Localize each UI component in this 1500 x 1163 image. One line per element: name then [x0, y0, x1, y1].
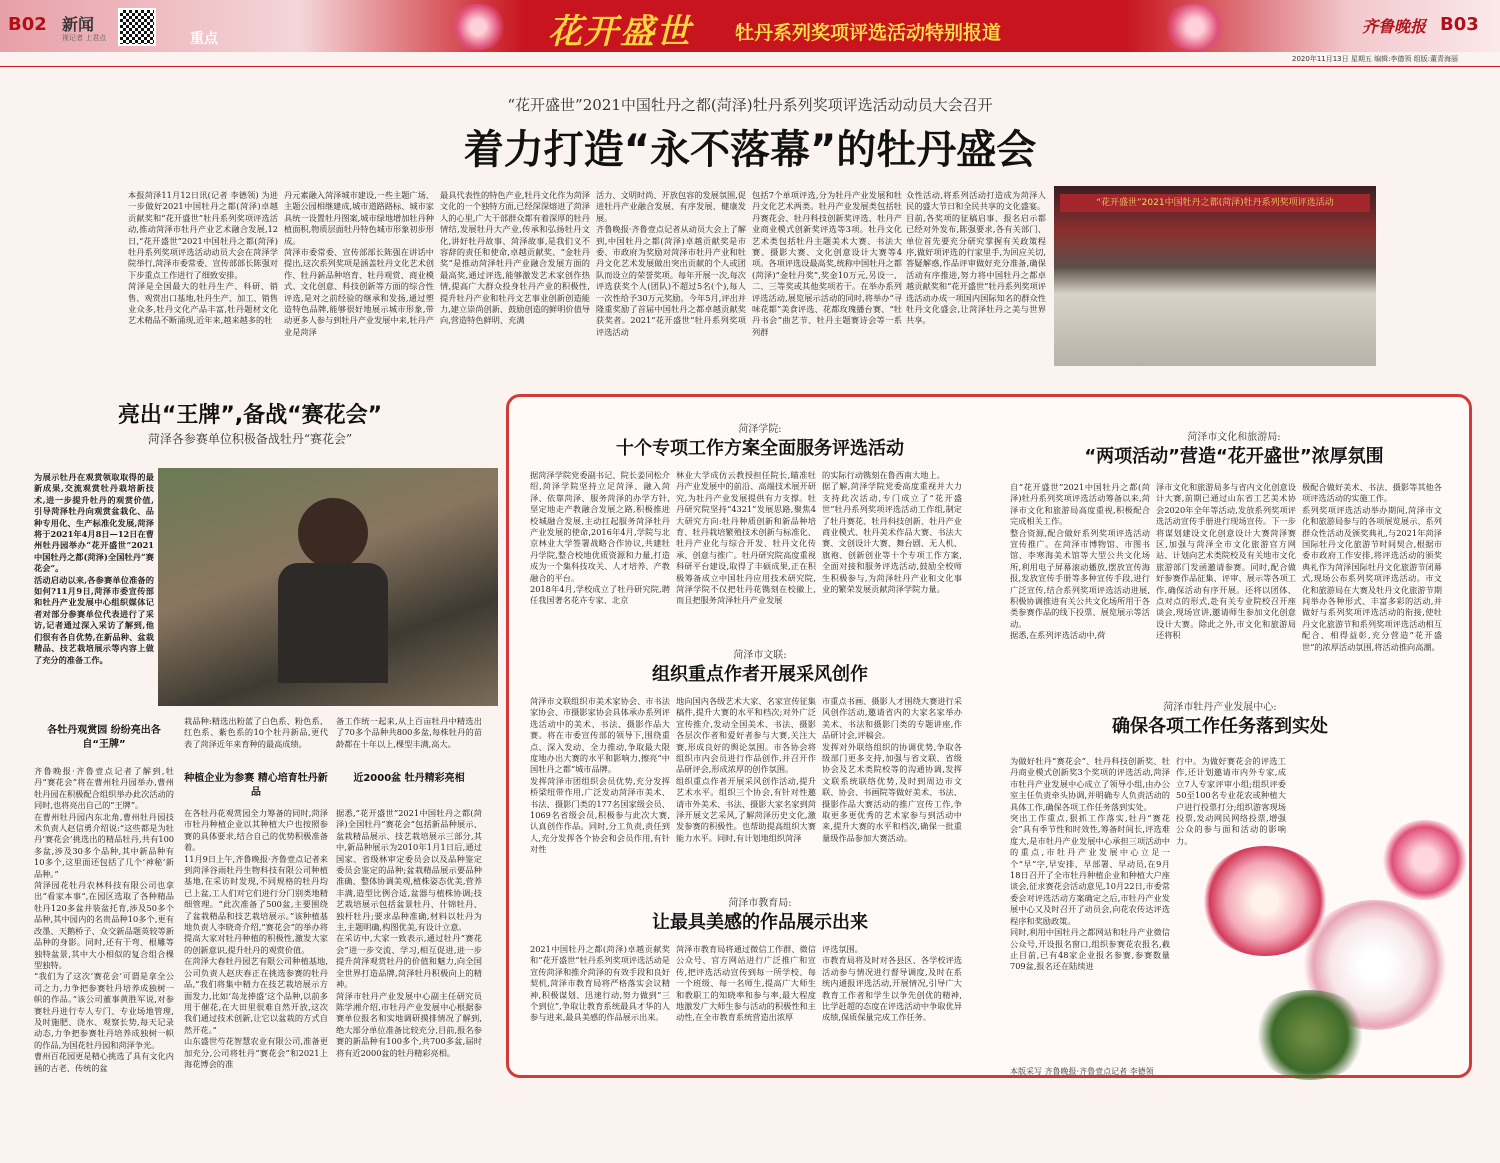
left-column-name: 重点: [190, 31, 218, 47]
s2-col-2: 泽市文化和旅游局多与省内文化创意设计大赛,前期已通过山东省工艺美术协会2020年全年等活动,发放系列奖项评选活动宣传手册进行现场宣传。下一步将谋划建设文化创意设计大赛菏泽赛区,加强与菏泽全市文化旅游官方网站、计划向艺术类院校及有关地市文化旅游部门发函邀请参赛。同时,配合做好参赛作品征集、评审、展示等各项工作,确保活动有序开展。还将以团体、点对点的形式,赴有关专业院校召开座谈会,现场宣讲,邀请师生参加文化创意设计大赛。除此之外,市文化和旅游局还将积: [1156, 482, 1296, 641]
left-page-number: B02: [8, 14, 47, 35]
s2-kicker: 菏泽市文化和旅游局:: [1187, 432, 1281, 443]
s1-title: 十个专项工作方案全面服务评选活动: [616, 438, 904, 459]
s4-col-2: 行中。为做好赛花会的评选工作,还计划邀请市内外专家,成立7人专家评审小组;组织评委50至100名专业花农或种植大户进行投票打分;组织游客现场投票,发动网民网络投票,增强公众的参与面和活动的影响力。: [1176, 756, 1286, 846]
lead-col-5: 包括7个单项评选,分为牡丹产业发展和牡丹文化艺术两类。牡丹产业发展类包括牡丹赛花会、牡丹科技创新奖评选、牡丹产业商业模式创新奖评选等3项。牡丹文化艺术类包括牡丹主题美术大赛、书法大赛、摄影大赛、文化创意设计大赛等4项。各项评选设最高奖,统称中国牡丹之都(菏泽)“金牡丹奖”,奖金10万元,另设一、二、三等奖或其他奖项若干。在举办系列评选活动,展览展示活动的同时,将举办“寻味花都”美食评选、花都玫瑰播台赛、“牡丹书会”曲艺节、牡丹主题赛诗会等一系列群: [752, 190, 902, 337]
lead-col-1: 本报菏泽11月12日讯(记者 李德领) 为进一步做好2021中国牡丹之都(菏泽)卓越贡献奖和“花开盛世”牡丹系列奖项评选活动,推动菏泽市牡丹产业艺术融合发展,12日,“花开盛世”2021中国牡丹之都(菏泽)牡丹系列奖项评选活动动员大会在菏泽学院举行,菏泽市委常委、宣传部部长陈强对下步重点工作进行了细致安排。 菏泽是全国最大的牡丹生产、科研、销售、观赏出口基地,牡丹生产、加工、销售业众多,牡丹文化产品丰富,牡丹题材文化艺术精品不断涌现,近年来,越来越多的牡: [128, 190, 278, 326]
right-page-meta: 2020年11月13日 星期五 编辑:李德领 组版:董青海丽: [1292, 55, 1459, 63]
s5-col-3: 评选氛围。 市教育局将及时对各县区、各学校评选活动参与情况进行督导调度,及时在系统内通报评选活动,开展情况,引导广大教育工作者和学生以争先创优的精神,比学赶超的态度在评选活动中争取优异成绩,保质保量完成工作任务。: [822, 944, 962, 1023]
s5-col-1: 2021中国牡丹之都(菏泽)卓越贡献奖和“花开盛世”牡丹系列奖项评选活动是宣传菏泽和推介菏泽的有效手段和良好契机,菏泽市教育局将严格落实会议精神,积极谋划、迅速行动,努力做到“三个到位”,争取让教育系统最具才华的人参与进来,最具美感的作品展示出来。: [530, 944, 670, 1023]
left-col-1: 齐鲁晚报·齐鲁壹点记者了解到,牡丹“赛花会”将在曹州牡丹园举办,曹州牡丹园在积极配合组织举办此次活动的同时,也将亮出自己的“王牌”。 在曹州牡丹园内东北角,曹州牡丹园技术负责人赵信勇介绍说:“这些都是为牡丹‘赛花会’挑选出的精品牡丹,共有100多盆,涉及30多个品种,其中新品种有10多个,这里面还包括了几个‘神秘’新品种。” 菏泽园花牡丹农林科技有限公司也拿出“看家本事”,在园区选取了各种精品牡丹120多盆并装盆托育,涉及50多个品种,其中园内的名贵品种10多个,更有改墨、天鹅桥子、众交新品题英较等新品种的身影。同时,还有干弯、根雕等独特盆景,其中大小相似的复合组合棵型独特。 “我们为了这次‘赛花会’可谓是拿全公司之力,力争把参赛牡丹培养成独树一帜的作品。”该公司董事黄胜军说,对参赛牡丹进行专人专门、专业场地管理,及时施肥、浇水、观察长势,每天记录动态,力争把参赛牡丹培养成独树一帜的作品,为国花牡丹园和菏泽争光。 曹州百花园更是精心挑选了具有文化内涵的古老、传统的盆: [34, 766, 174, 1073]
conference-banner-text: “花开盛世”2021中国牡丹之都(菏泽)牡丹系列奖项评选活动: [1060, 194, 1370, 212]
left-col-2: 在各牡丹花观赏园全力筹备的同时,菏泽市牡丹种植企业以其种植大户也按照参赛的具体要求,结合自己的优势积极准备着。 11月9日上午,齐鲁晚报·齐鲁壹点记者来到菏泽谷雨牡丹生物科技有限公司种植基地,在采访时发现,不同规格的牡丹均已上盆,工人们对它们进行分门别类地精细管理。“此次准备了500盆,主要围绕了盆栽精品和技艺栽培展示。”该种植基地负责人李晓奇介绍,“赛花会”的举办将提高大家对牡丹种植的积极性,激发大家的创新意识,提升牡丹的观赏价值。 在菏泽大春牡丹园艺有限公司种植基地,公司负责人赵庆春正在挑选参赛的牡丹品,“我们将集中精力在技艺栽培展示方面发力,比如‘岛龙捧盛’这个品种,以前多用于催花,在大田里很难自然开放,这次我们通过技术创新,让它以盆栽的方式自然开花。” 山东盛世芍花智慧农业有限公司,准备更加充分,公司将牡丹“赛花会”和2021上海花博会的准: [184, 808, 328, 1069]
qr-code-icon: [118, 8, 156, 46]
s3-title: 组织重点作者开展采风创作: [652, 664, 868, 685]
left-col-3: 据悉,“花开盛世”2021中国牡丹之都(菏泽)全国牡丹“赛花会”包括新品种展示、盆栽精品展示、技艺栽培展示三部分,其中,新品种展示为2010年1月1日后,通过国家、省级林审定委员会以及品种鉴定委员会鉴定的品种;盆栽精品展示要品种准确、整体协调美观,植株姿态优美,营养丰满,造型比例合适,盆器与植株协调;技艺栽培展示包括盆景牡丹、什锦牡丹、独杆牡丹;要求品种准确,材料以牡丹为主,主题明确,构图优美,有设计立意。 在采访中,大家一致表示,通过牡丹“赛花会”进一步交流、学习,相互促进,进一步提升菏泽观赏牡丹的价值和魅力,向全国全世界打造品牌,菏泽牡丹积极向上的精神。 菏泽市牡丹产业发展中心副主任研究员陈学湘介绍,市牡丹产业发展中心根据参赛单位报名和实地调研摸排情况了解到,绝大部分单位准备比较充分,目前,报名参赛的新品种有100多个,共700多盆,届时将有近2000盆的牡丹精彩亮相。: [336, 808, 482, 1058]
s5-title: 让最具美感的作品展示出来: [652, 912, 868, 933]
left-section-name: 新闻: [62, 15, 95, 34]
left-section-sub: 视记者 上君点: [62, 34, 107, 42]
s1-col-1: 据菏泽学院党委副书记、院长姜同松介绍,菏泽学院坚持立足菏泽、融入菏泽、依靠菏泽、服务菏泽的办学方针,坚定地走产教融合发展之路,积极推进校城融合发展,主动扛起服务菏泽牡丹产业发展的使命,2016年4月,学院与北京林业大学签署战略合作协议,共建牡丹学院,整合校地优质资源和力量,打造成为一个集科技攻关、人才培养、产教融合的平台。 2018年4月,学校成立了牡丹研究院,聘任我国著名花卉专家、北京: [530, 470, 670, 606]
s2-col-3: 极配合做好美术、书法、摄影等其他各项评选活动的实施工作。 系列奖项评选活动举办期间,菏泽市文化和旅游局参与的各项展览展示、系列群众性活动及颁奖典礼,与2021年菏泽国际牡丹文化旅游节时间契合,根据市委市政府工作安排,将评选活动的颁奖典礼作为菏泽国际牡丹文化旅游节闭幕式,现场公布系列奖项评选活动。市文化和旅游局在大赛及牡丹文化旅游节期间举办各种形式、丰富多彩的活动,并做好与系列奖项评选活动的衔接,使牡丹文化旅游节和系列奖项评选活动相互配合、相得益彰,充分营造“花开盛世”的浓厚活动氛围,将活动推向高潮。: [1302, 482, 1442, 652]
left-col-2-top: 栽品种:精选出粉蓝了白色系、粉色系、红色系、紫色系的10个牡丹新品,更代表了菏泽近年来育种的最高成绩。: [184, 716, 328, 749]
lead-col-6: 众性活动,将系列活动打造成为菏泽人民的盛大节日和全民共享的文化盛宴。 目前,各奖项的征稿启事、报名启示都已经对外发布,陈强要求,各有关部门、单位首先要充分研究掌握有关政策程序,做好项评选的行家里手,为回应关切,答疑解惑,作品评审做好充分准备,确保活动有序推进,努力将中国牡丹之都卓越贡献奖和“花开盛世”牡丹系列奖项评选活动办成一项国内国际知名的群众性牡丹文化盛会,让菏泽牡丹之美与世界共享。: [906, 190, 1046, 326]
header-divider: [0, 66, 1500, 67]
lead-col-3: 最具代表性的特色产业,牡丹文化作为菏泽文化的一个独特方面,已经深深熔进了菏泽人的心里,广大干部群众都有着深厚的牡丹情结,发展牡丹大产业,传承和弘扬牡丹文化,讲好牡丹故事、菏泽故事,是我们义不容辞的责任和使命,卓越贡献奖、“金牡丹奖”是推动菏泽牡丹产业融合发展方面的最高奖,通过评选,能够激发艺术家创作热情,提高广大群众投身牡丹产业的积极性,提升牡丹产业和牡丹文艺事业创新创造能力,建立崇尚创新、鼓励创造的鲜明价值导向,营造特色鲜明、充满: [440, 190, 590, 326]
right-page-number: B03: [1440, 14, 1479, 35]
s4-kicker: 菏泽市牡丹产业发展中心:: [1163, 702, 1277, 713]
lead-col-2: 丹元素融入菏泽城市建设,一些主题广场、主题公园相继建成,城市道路路标、城市家具统一设置牡丹图案,城市绿地增加牡丹种植面积,物质层面牡丹特色城市形象初步形成。 菏泽市委常委、宣传部部长陈强在讲话中提出,这次系列奖项是涵盖牡丹文化艺术创作、牡丹新品种培育、牡丹观赏、商业模式、文化创意、科技创新等方面的综合性评选,是对之前经验的继承和发扬,通过塑造特色品牌,能够很好地展示城市形象,带动更多人参与到牡丹产业发展中来,牡丹产业是菏泽: [284, 190, 434, 337]
peony-decoration-icon-3: [1380, 820, 1470, 900]
s4-title: 确保各项工作任务落到实处: [1112, 716, 1328, 737]
left-col-3-top: 备工作统一起来,从上百亩牡丹中精选出了70多个品种共800多盆,每株牡丹的苗龄都在十年以上,棵型丰满,高大。: [336, 716, 482, 749]
lead-kicker: “花开盛世”2021中国牡丹之都(菏泽)牡丹系列奖项评选活动动员大会召开: [507, 96, 993, 114]
s3-kicker: 菏泽市文联:: [733, 650, 787, 661]
s1-col-2: 林业大学成仿云教授担任院长,瞄准牡丹产业发展中的前沿、高端技术展开研究,为牡丹产业发展提供有力支撑。牡丹研究院坚持“4321”发展思路,聚焦4大研究方向:牡丹种质创新和新品种培育、牡丹栽培繁殖技术创新与标准化、牡丹产业化与综合开发、牡丹文化传承、创意与推广。牡丹研究院高度重视科研平台建设,取得了丰硕成果,正在积极筹备成立中国牡丹应用技术研究院,菏泽学院不仅把牡丹花镌刻在校徽上,而且把服务菏泽牡丹产业发展: [676, 470, 816, 606]
left-subhead-3: 近2000盆 牡丹精彩亮相: [353, 773, 465, 784]
byline-credit: 本版采写 齐鲁晚报·齐鲁壹点记者 李德领: [1010, 1067, 1154, 1076]
left-story-title: 亮出“王牌”,备战“赛花会”: [117, 403, 383, 428]
left-subhead-2: 种植企业为参赛 精心培育牡丹新品: [184, 773, 328, 798]
left-story-subtitle: 菏泽各参赛单位积极备战牡丹“赛花会”: [147, 432, 353, 446]
newspaper-logo: 齐鲁晚报: [1362, 17, 1427, 36]
peony-flower-icon: [448, 4, 508, 50]
peony-flower-icon-right: [1160, 4, 1230, 50]
s3-col-3: 市重点书画、摄影人才围绕大赛进行采风创作活动,邀请省内的大家名家举办美术、书法和摄影门类的专题讲座,作品研讨会,评稿会。 发挥对外联络组织的协调优势,争取各级部门更多支持,加强与省文联、省级协会及艺术类院校等的沟通协调,发挥文联系统联络优势,及时到周边市文联、协会、书画院等做好美术、书法、摄影作品大赛活动的推广宣传工作,争取更多更优秀的艺术家参与到活动中来,提升大赛的水平和档次,确保一批重量级作品参加大赛活动。: [822, 696, 962, 843]
s5-kicker: 菏泽市教育局:: [728, 898, 792, 909]
peony-grower-photo: [158, 468, 498, 706]
s2-col-1: 自“花开盛世”2021中国牡丹之都(菏泽)牡丹系列奖项评选活动筹备以来,菏泽市文化和旅游局高度重视,积极配合完成相关工作。 整合资源,配合做好系列奖项评选活动宣传推广。在菏泽市博物馆、市图书馆、李寒海美术馆等大型公共文化场所,利用电子屏幕滚动播放,摆放宣传海报,发放宣传手册等多种宣传手段,进行广泛宣传,结合系列奖项评选活动进展,积极协调推进有关公共文化场所用于各类参赛作品的线下投票、展览展示等活动。 据悉,在系列评选活动中,荷: [1010, 482, 1150, 641]
s1-kicker: 菏泽学院:: [738, 424, 782, 435]
conference-photo: [1054, 186, 1376, 366]
s4-col-1: 为做好牡丹“赛花会”、牡丹科技创新奖、牡丹商业模式创新奖3个奖项的评选活动,菏泽市牡丹产业发展中心成立了领导小组,由办公室主任负责牵头协调,并明确专人负责活动的具体工作,确保各项工作任务落到实处。 突出工作重点,狠抓工作落实,牡丹“赛花会”具有季节性和时效性,筹备时间长,评选难度大,是市牡丹产业发展中心承担三项活动中的重点,市牡丹产业发展中心立足一个“早”字,早安排、早部署、早动员,在9月18日召开了全市牡丹种植企业和种植大户座谈会,征求赛花会活动意见,10月22日,市委常委会对评选活动方案确定之后,市牡丹产业发展中心又及时召开了动员会,向花农传达评选程序和奖励政策。 同时,利用中国牡丹之都网站和牡丹产业微信公众号,开设报名窗口,组织参赛花农报名,截止目前,已有48家企业报名参赛,参赛数量709盆,报名还在陆续进: [1010, 756, 1170, 972]
lead-col-4: 活力、文明时尚、开放包容的发展氛围,促进牡丹产业融合发展、有序发展、健康发展。 齐鲁晚报·齐鲁壹点记者从动员大会上了解到,中国牡丹之都(菏泽)卓越贡献奖是市委、市政府为奖励对菏泽市牡丹产业和牡丹文化艺术发展做出突出贡献的个人或团队而设立的荣誉奖项。每年开展一次,每次评选获奖个人(团队)不超过5名(个),每人一次性给予30万元奖励。今年5月,评出并隆重奖励了首届中国牡丹之都卓越贡献奖获奖者。2021“花开盛世”牡丹系列奖项评选活动: [596, 190, 746, 337]
s3-col-2: 地向国内各级艺术大家、名家宣传征集稿件,提升大赛的水平和档次;对外广泛宣传推介,发动全国美术、书法、摄影各层次作者和爱好者参与大赛,关注大赛,形成良好的舆论氛围。市各协会将组织市内会员进行作品创作,并召开作品研评会,形成浓厚的创作氛围。 组织重点作者开展采风创作活动,提升艺术水平。组织三个协会,有针对性邀请市外美术、书法、摄影大家名家到菏泽开展文艺采风,了解菏泽历史文化,激发参赛的积极性。也帮助提高组织大赛能力水平。同时,有计划地组织菏泽: [676, 696, 816, 843]
leaf-decoration-icon: [1250, 990, 1370, 1080]
s2-title: “两项活动”营造“花开盛世”浓厚氛围: [1084, 446, 1384, 467]
s3-col-1: 菏泽市文联组织市美术家协会、市书法家协会、市摄影家协会具体承办系列评选活动中的美术、书法、摄影作品大赛。将在市委宣传部的领导下,围绕重点、深入发动、全力推动,争取最大限度地办出大赛的水平和影响力,擦亮“中国牡丹之都”城市品牌。 发挥菏泽市团组织会员优势,充分发挥桥梁纽带作用,广泛发动菏泽市美术、书法、摄影门类的177名国家级会员、1069名省级会员,积极参与此次大赛,认真创作作品。同时,分工负责,责任到人,充分发挥各个协会和会员作用,有针对性: [530, 696, 670, 855]
banner-subtitle: 牡丹系列奖项评选活动特别报道: [735, 22, 1002, 44]
person-figure: [298, 498, 368, 568]
s1-col-3: 的实际行动镌刻在鲁西南大地上。 据了解,菏泽学院党委高度重视并大力支持此次活动,专门成立了“花开盛世”牡丹系列奖项评选活动工作组,制定了牡丹赛花、牡丹科技创新、牡丹产业商业模式、牡丹美术作品大赛、书法大赛、文创设计大赛、舞台剧、无人机、旗袍、创新创业等十个专项工作方案,全面对接和服务评选活动,鼓励全校师生积极参与,为菏泽牡丹产业和文化事业的繁荣发展贡献菏泽学院力量。: [822, 470, 962, 595]
left-story-intro: 为展示牡丹在观赏领取取得的最新成果,交流观赏牡丹栽培新技术,进一步提升牡丹的观赏价值,引导菏泽牡丹向观赏盆栽化、品种专用化、生产标准化发展,菏泽将于2021年4月8日—12日在曹州牡丹园举办“花开盛世”2021中国牡丹之都(菏泽)全国牡丹“赛花会”。 活动启动以来,各参赛单位准备的如何?11月9日,菏泽市委宣传部和牡丹产业发展中心组织媒体记者对部分参赛单位代表进行了采访,记者通过深入采访了解到,他们很有各自优势,在新品种、盆栽精品、技艺栽培展示等内容上做了充分的准备工作。: [34, 472, 154, 665]
left-subhead-1: 各牡丹观赏园 纷纷亮出各自“王牌”: [47, 725, 161, 750]
lead-title: 着力打造“永不落幕”的牡丹盛会: [463, 127, 1037, 173]
s5-col-2: 菏泽市教育局将通过微信工作群、微信公众号、官方网站进行广泛推广和宣传,把评选活动宣传到每一所学校、每一个班级、每一名师生,提高广大师生和教职工的知晓率和参与率,最大程度地激发广大师生参与活动的积极性和主动性,在全市教育系统营造出浓厚: [676, 944, 816, 1023]
banner-title: 花开盛世: [548, 12, 692, 52]
